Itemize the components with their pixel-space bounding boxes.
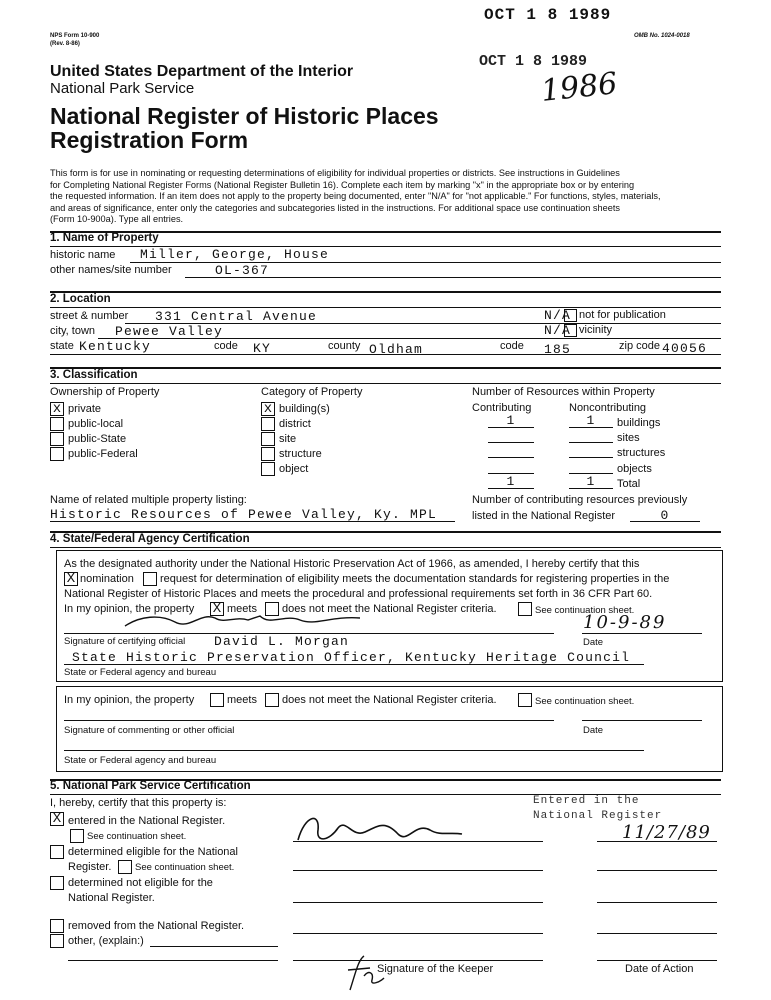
agency-2-label: State or Federal agency and bureau [64, 755, 217, 766]
noncontributing-label: Noncontributing [569, 402, 647, 414]
keeper-signature-label: Signature of the Keeper [377, 963, 494, 975]
ownership-public-state-checkbox[interactable] [50, 432, 64, 446]
historic-name-value: Miller, George, House [140, 247, 330, 262]
related-listing-value: Historic Resources of Pewee Valley, Ky. MPL [50, 507, 438, 522]
county-code-label: code [500, 340, 524, 352]
removed-label: removed from the National Register. [68, 920, 245, 932]
category-label: Category of Property [261, 386, 363, 398]
see-continuation-label: See continuation sheet. [535, 605, 635, 616]
entered-checkbox[interactable]: X [50, 812, 64, 826]
category-object-label: object [279, 463, 309, 475]
section-5-heading: 5. National Park Service Certification [50, 780, 251, 792]
meets-2-label: meets [227, 694, 257, 706]
state-code-value: KY [253, 341, 272, 356]
ownership-public-local-checkbox[interactable] [50, 417, 64, 431]
res-total-label: Total [617, 478, 641, 490]
other-names-label: other names/site number [50, 264, 172, 276]
cert-line-2: request for determination of eligibility meets the documentation standards for registering properties in the [160, 573, 670, 585]
handwritten-year: 1986 [539, 66, 619, 109]
entered-stamp-line-2: National Register [533, 810, 663, 822]
opinion-pre-label: In my opinion, the property [64, 603, 195, 615]
zip-value: 40056 [662, 341, 708, 356]
entry-date: 11/27/89 [622, 822, 711, 843]
entered-label: entered in the National Register. [68, 815, 226, 827]
res-buildings-label: buildings [617, 417, 661, 429]
commenting-label: Signature of commenting or other official [64, 725, 235, 736]
noncontributing-buildings: 1 [586, 413, 596, 428]
keeper-signature [290, 810, 470, 850]
received-stamp-faint: OCT 1 8 1989 [479, 53, 588, 70]
removed-checkbox[interactable] [50, 919, 64, 933]
prev-listed-label-2: listed in the National Register [472, 510, 616, 522]
agency-label: State or Federal agency and bureau [64, 667, 217, 678]
na-vicinity: N/A [544, 323, 572, 338]
street-value: 331 Central Avenue [155, 309, 318, 324]
county-code-value: 185 [544, 342, 572, 357]
see-continuation-2-checkbox[interactable] [518, 693, 532, 707]
eligible-continuation-label: See continuation sheet. [135, 862, 235, 873]
vicinity-label: vicinity [579, 324, 613, 336]
official-signature [120, 606, 380, 636]
category-site-label: site [279, 433, 297, 445]
ownership-public-federal-checkbox[interactable] [50, 447, 64, 461]
entered-continuation-checkbox[interactable] [70, 829, 84, 843]
cert-line-3: National Register of Historic Places and meets the procedural and professional requirements set forth in 36 CFR Part 60. [64, 588, 653, 600]
not-for-publication-label: not for publication [579, 309, 666, 321]
section-2-heading: 2. Location [50, 293, 111, 305]
resources-label: Number of Resources within Property [472, 386, 655, 398]
ownership-private-label: private [68, 403, 102, 415]
category-buildings-checkbox[interactable]: x [261, 402, 275, 416]
cert-line-1: As the designated authority under the National Historic Preservation Act of 1966, as amended, I hereby certify that this [64, 558, 640, 570]
meets-label: meets [227, 603, 257, 615]
contributing-label: Contributing [472, 402, 532, 414]
zip-label: zip code [619, 340, 660, 352]
prev-listed-label-1: Number of contributing resources previously [472, 494, 688, 506]
agency-value: State Historic Preservation Officer, Kentucky Heritage Council [72, 650, 631, 665]
not-eligible-label-1: determined not eligible for the [68, 877, 213, 889]
na-publication: N/A [544, 308, 572, 323]
opinion-2-pre-label: In my opinion, the property [64, 694, 195, 706]
other-names-value: OL-367 [215, 263, 270, 278]
street-label: street & number [50, 310, 129, 322]
certification-date: 10-9-89 [583, 612, 667, 633]
contributing-buildings: 1 [506, 413, 516, 428]
related-listing-label: Name of related multiple property listing: [50, 494, 247, 506]
entered-continuation-label: See continuation sheet. [87, 831, 187, 842]
see-continuation-checkbox[interactable] [518, 602, 532, 616]
other-checkbox[interactable] [50, 934, 64, 948]
ownership-public-state-label: public-State [68, 433, 127, 445]
section-1-heading: 1. Name of Property [50, 232, 159, 244]
category-district-checkbox[interactable] [261, 417, 275, 431]
page-subtitle: Registration Form [50, 127, 249, 153]
res-objects-label: objects [617, 463, 652, 475]
noncontributing-total: 1 [586, 474, 596, 489]
category-object-checkbox[interactable] [261, 462, 275, 476]
date-label: Date [583, 637, 604, 648]
state-code-label: code [214, 340, 238, 352]
state-value: Kentucky [79, 339, 152, 354]
category-structure-label: structure [279, 448, 322, 460]
not-eligible-checkbox[interactable] [50, 876, 64, 890]
received-stamp: OCT 1 8 1989 [484, 6, 612, 24]
department-title: United States Department of the Interior [50, 63, 354, 80]
other-label: other, (explain:) [68, 935, 144, 947]
see-continuation-2-label: See continuation sheet. [535, 696, 635, 707]
county-label: county [328, 340, 361, 352]
section-3-heading: 3. Classification [50, 369, 138, 381]
eligible-checkbox[interactable] [50, 845, 64, 859]
request-checkbox[interactable] [143, 572, 157, 586]
does-not-meet-label: does not meet the National Register criteria. [282, 603, 497, 615]
category-buildings-label: building(s) [279, 403, 330, 415]
date-of-action-label: Date of Action [625, 963, 694, 975]
state-label: state [50, 340, 74, 352]
nomination-checkbox[interactable]: X [64, 572, 78, 586]
ownership-public-federal-label: public-Federal [68, 448, 138, 460]
ownership-private-checkbox[interactable]: x [50, 402, 64, 416]
does-not-meet-2-checkbox[interactable] [265, 693, 279, 707]
category-structure-checkbox[interactable] [261, 447, 275, 461]
ownership-public-local-label: public-local [68, 418, 124, 430]
contributing-total: 1 [506, 474, 516, 489]
form-revision: (Rev. 8-86) [50, 41, 80, 47]
res-sites-label: sites [617, 432, 640, 444]
historic-name-label: historic name [50, 249, 116, 261]
eligible-label-1: determined eligible for the National [68, 846, 238, 858]
ownership-label: Ownership of Property [50, 386, 160, 398]
not-eligible-label-2: National Register. [68, 892, 155, 904]
nps-intro: I, hereby, certify that this property is: [50, 797, 227, 809]
eligible-continuation-checkbox[interactable] [118, 860, 132, 874]
does-not-meet-2-label: does not meet the National Register criteria. [282, 694, 497, 706]
service-title: National Park Service [50, 80, 195, 97]
date-2-label: Date [583, 725, 604, 736]
city-label: city, town [50, 325, 96, 337]
signature-label: Signature of certifying official [64, 636, 186, 647]
meets-checkbox[interactable]: X [210, 602, 224, 616]
prev-listed-value: 0 [660, 508, 670, 523]
category-site-checkbox[interactable] [261, 432, 275, 446]
category-district-label: district [279, 418, 311, 430]
page-title: National Register of Historic Places [50, 103, 439, 129]
entered-stamp-line-1: Entered in the [533, 795, 640, 807]
form-number: NPS Form 10-900 [50, 33, 100, 39]
eligible-label-2: Register. [68, 861, 112, 873]
section-4-heading: 4. State/Federal Agency Certification [50, 533, 250, 545]
meets-2-checkbox[interactable] [210, 693, 224, 707]
res-structures-label: structures [617, 447, 666, 459]
omb-number: OMB No. 1024-0018 [634, 33, 690, 39]
nomination-label: nomination [80, 573, 134, 585]
instructions: This form is for use in nominating or requesting determinations of eligibility for individual properties or districts. See instructions in Guidelines for Completing National Register Forms (National Register Bulletin 16). Complete each item by marking "x" in the appropriate box or by entering the requested information. If an item does not apply to the property being documented, enter "N/A" for "not applicable." For functions, styles, materials, and areas of significance, enter only the categories and subcategories listed in the instructions. For additional space use continuation sheets (Form 10-900a). Type all entries. [50, 168, 661, 224]
official-name: David L. Morgan [214, 634, 350, 649]
city-value: Pewee Valley [115, 324, 224, 339]
county-value: Oldham [369, 342, 424, 357]
